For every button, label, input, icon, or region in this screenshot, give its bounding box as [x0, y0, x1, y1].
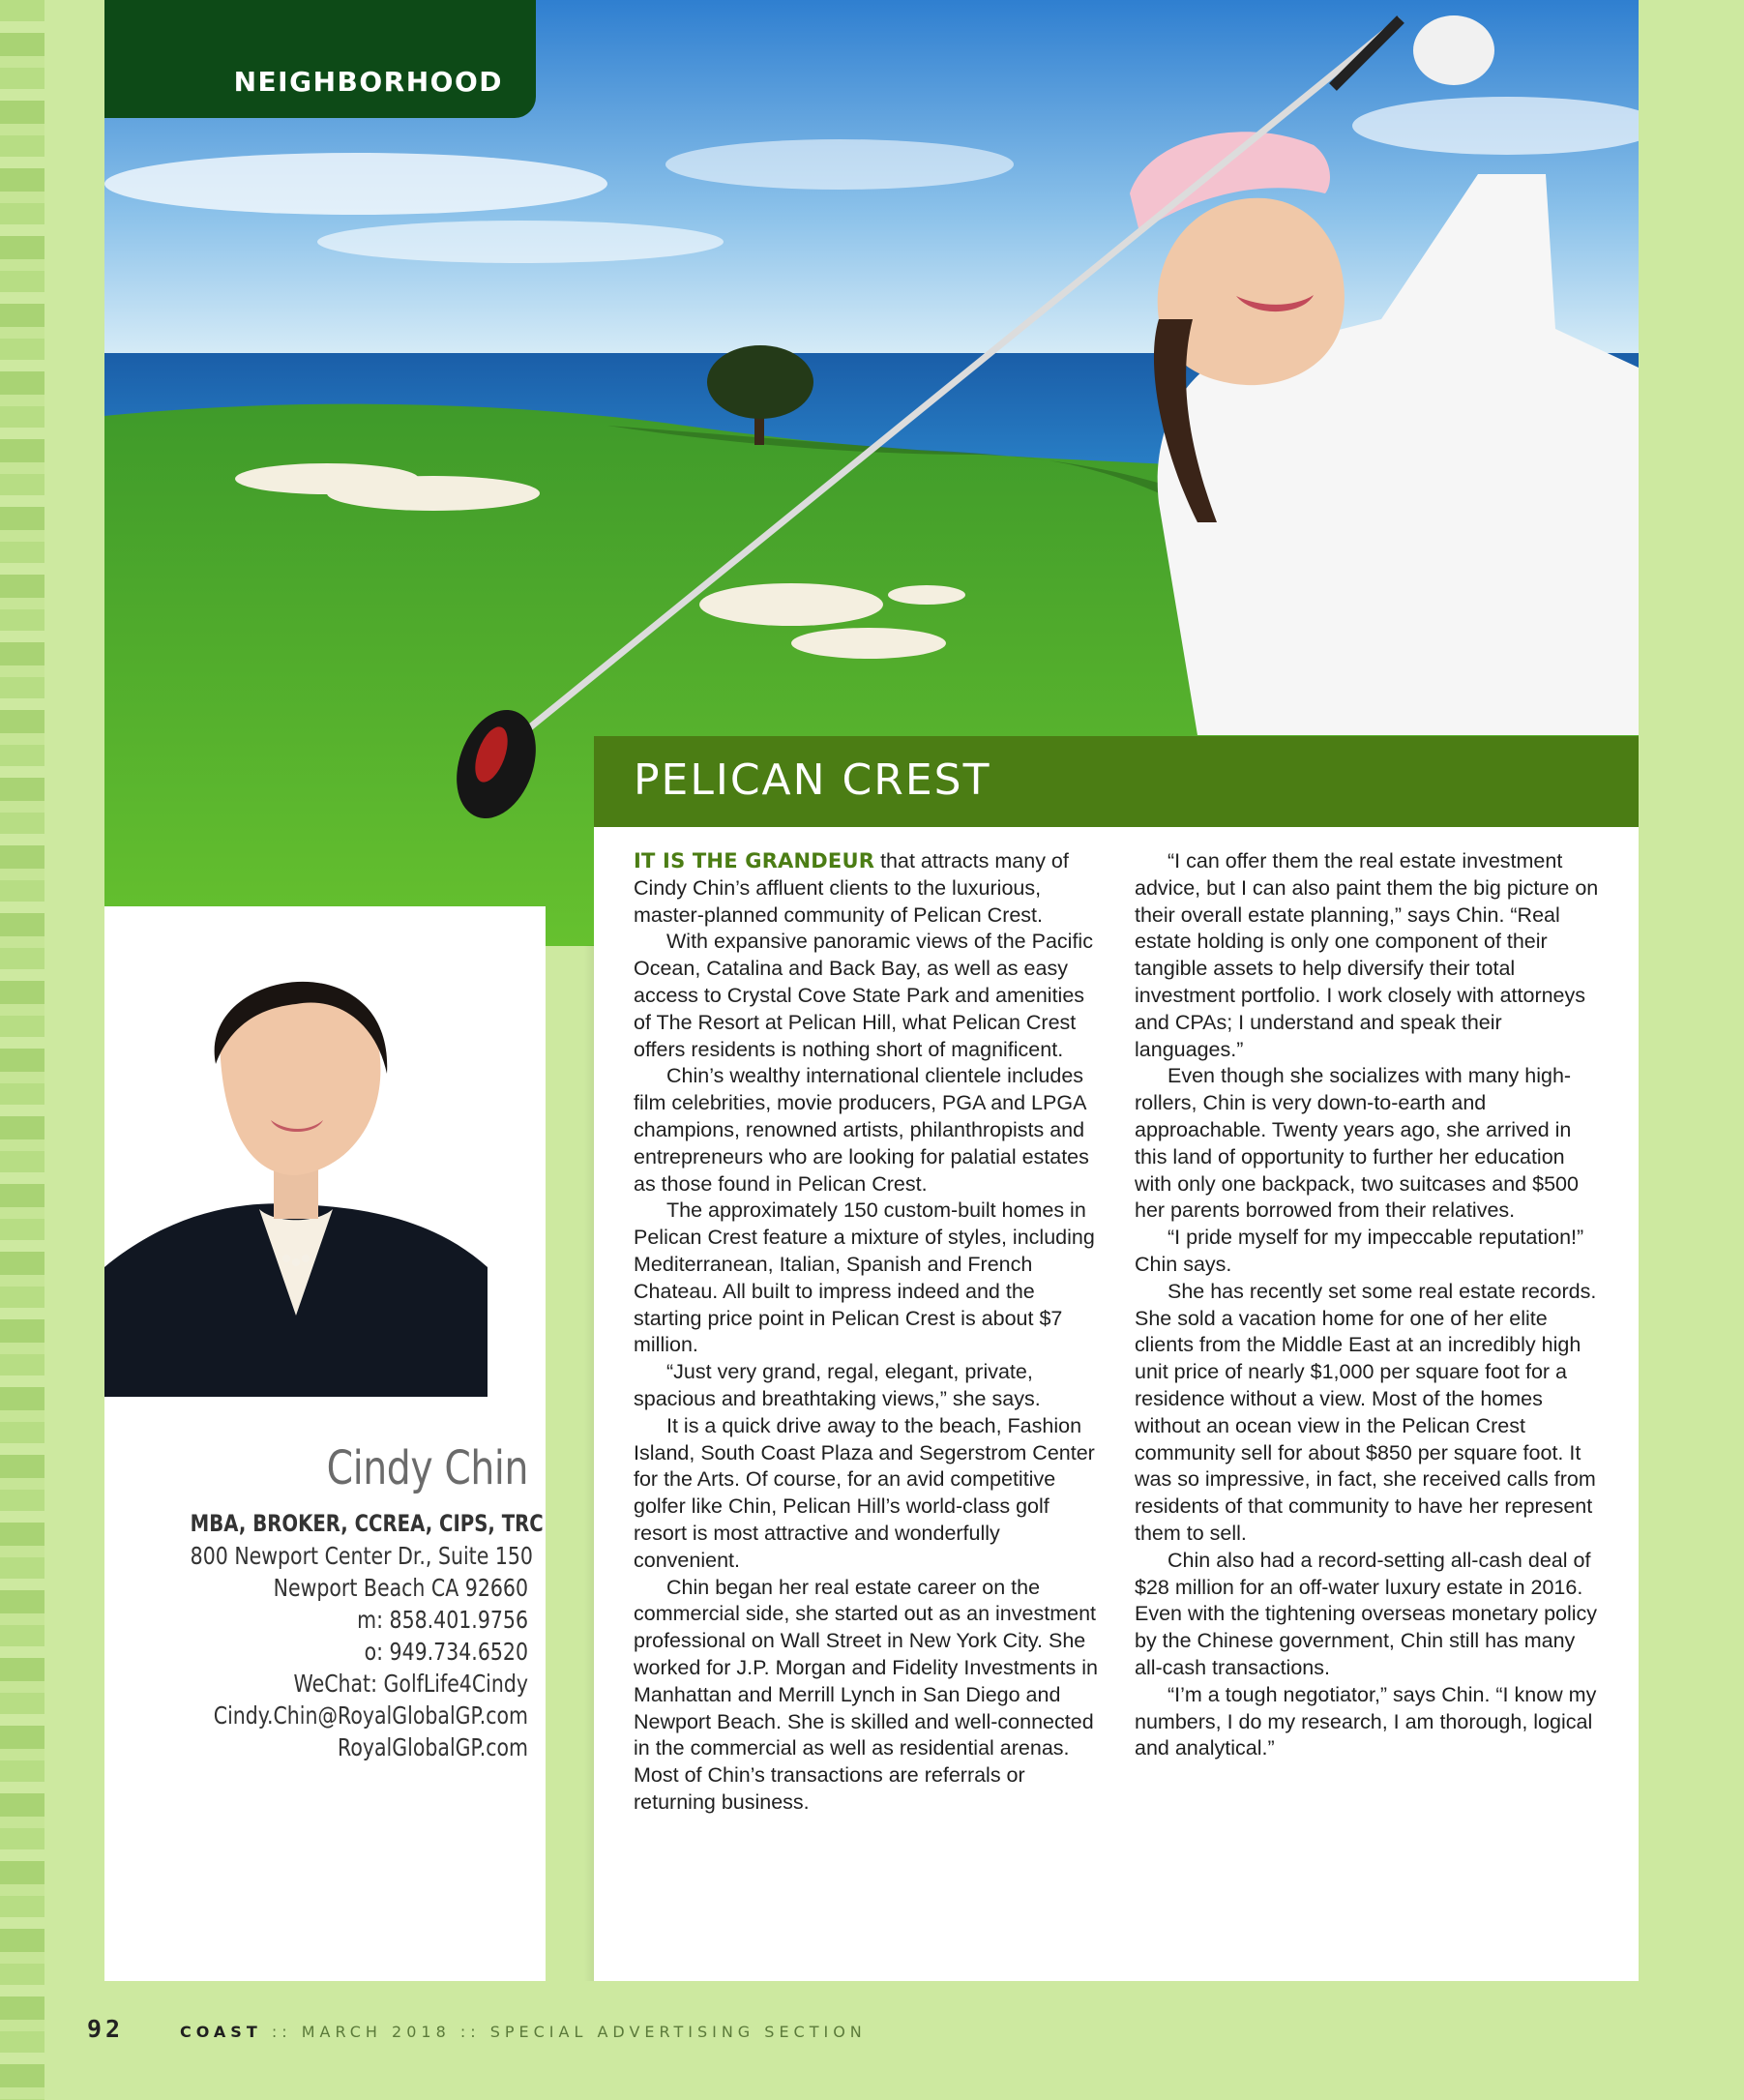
- agent-wechat: WeChat: GolfLife4Cindy: [293, 1670, 528, 1698]
- footer-separator: ::: [450, 2023, 490, 2041]
- decorative-stripes: [0, 0, 44, 2100]
- agent-website: RoyalGlobalGP.com: [337, 1733, 528, 1761]
- article-paragraph: “Just very grand, regal, elegant, private, spacious and breathtaking views,” she says.: [634, 1360, 1041, 1410]
- headline: PELICAN CREST: [634, 755, 991, 805]
- article-paragraph: Even though she socializes with many high-rollers, Chin is very down-to-earth and approachable. Twenty years ago, she arrived in this land of opportunity to further her education with only one backpack, two suitcases and $500 her parents borrowed from their relatives.: [1135, 1064, 1579, 1223]
- article-paragraph: “I pride myself for my impeccable reputation!” Chin says.: [1135, 1226, 1584, 1276]
- headline-bar: [594, 736, 1639, 827]
- agent-mobile: m: 858.401.9756: [357, 1606, 528, 1634]
- section-name: SPECIAL ADVERTISING SECTION: [489, 2023, 867, 2041]
- article-column-2: [1135, 848, 1599, 1762]
- agent-credentials: MBA, BROKER, CCREA, CIPS, TRC: [190, 1510, 544, 1537]
- section-label: NEIGHBORHOOD: [233, 66, 503, 98]
- page-margin: [44, 0, 104, 2100]
- article-paragraph: Chin also had a record-setting all-cash deal of $28 million for an off-water luxury estate in 2016. Even with the tightening overseas monetary policy by the Chinese government, Chin still has many all-cash transactions.: [1135, 1548, 1598, 1679]
- publication-name: COAST: [180, 2023, 262, 2041]
- article-paragraph: Chin’s wealthy international clientele includes film celebrities, movie producers, PGA and LPGA champions, renowned artists, philanthropists and entrepreneurs who are looking for palatial estates as those found in Pelican Crest.: [634, 1064, 1089, 1196]
- article-lead-in: IT IS THE GRANDEUR: [634, 849, 875, 873]
- page-number: 92: [87, 2015, 125, 2043]
- agent-portrait: [104, 929, 488, 1397]
- article-paragraph: She has recently set some real estate records. She sold a vacation home for one of her elite clients from the Middle East at an incredibly high unit price of nearly $1,000 per square foot for a residence without a view. Most of the homes without an ocean view in the Pelican Crest community sell for about $850 per square foot. It was so impressive, in fact, she received calls from residents of that community to have her represent them to sell.: [1135, 1279, 1597, 1545]
- article-paragraph: “I can offer them the real estate investment advice, but I can also paint them the big picture on their overall estate planning,” says Chin. “Real estate holding is only one component of their tangible assets to help diversify their total investment portfolio. I work closely with attorneys and CPAs; I understand and speak their languages.”: [1135, 849, 1599, 1061]
- agent-office: o: 949.734.6520: [364, 1638, 528, 1666]
- agent-email: Cindy.Chin@RoyalGlobalGP.com: [213, 1701, 528, 1730]
- agent-name: Cindy Chin: [326, 1441, 528, 1495]
- agent-address-line2: Newport Beach CA 92660: [273, 1574, 528, 1602]
- agent-contact-card: [116, 1441, 544, 1763]
- running-footer: [180, 2023, 867, 2041]
- footer-separator: ::: [261, 2023, 302, 2041]
- section-label-tab: [104, 0, 536, 118]
- article-paragraph: It is a quick drive away to the beach, Fashion Island, South Coast Plaza and Segerstrom Center for the Arts. Of course, for an avid competitive golfer like Chin, Pelican Hill’s world-class golf resort is most attractive and wonderfully convenient.: [634, 1413, 1095, 1572]
- article-paragraph: IT IS THE GRANDEUR that attracts many of Cindy Chin’s affluent clients to the luxurious, master-planned community of Pelican Crest.: [634, 849, 1069, 927]
- agent-address-line1: 800 Newport Center Dr., Suite 150: [190, 1542, 533, 1570]
- article-paragraph: Chin began her real estate career on the commercial side, she started out as an investment professional on Wall Street in New York City. She worked for J.P. Morgan and Fidelity Investments in Manhattan and Merrill Lynch in San Diego and Newport Beach. She is skilled and well-connected in the commercial as well as residential arenas. Most of Chin’s transactions are referrals or returning business.: [634, 1575, 1098, 1814]
- panel-shadow: [584, 945, 594, 1981]
- article-paragraph: “I’m a tough negotiator,” says Chin. “I know my numbers, I do my research, I am thorough, logical and analytical.”: [1135, 1682, 1597, 1760]
- article-paragraph: With expansive panoramic views of the Pacific Ocean, Catalina and Back Bay, as well as easy access to Crystal Cove State Park and amenities of The Resort at Pelican Hill, what Pelican Crest offers residents is nothing short of magnificent.: [634, 930, 1093, 1061]
- issue-date: MARCH 2018: [301, 2023, 451, 2041]
- article-column-1: [634, 848, 1098, 1817]
- article-paragraph: The approximately 150 custom-built homes in Pelican Crest feature a mixture of styles, including Mediterranean, Italian, Spanish and French Chateau. All built to impress indeed and the starting price point in Pelican Crest is about $7 million.: [634, 1198, 1095, 1357]
